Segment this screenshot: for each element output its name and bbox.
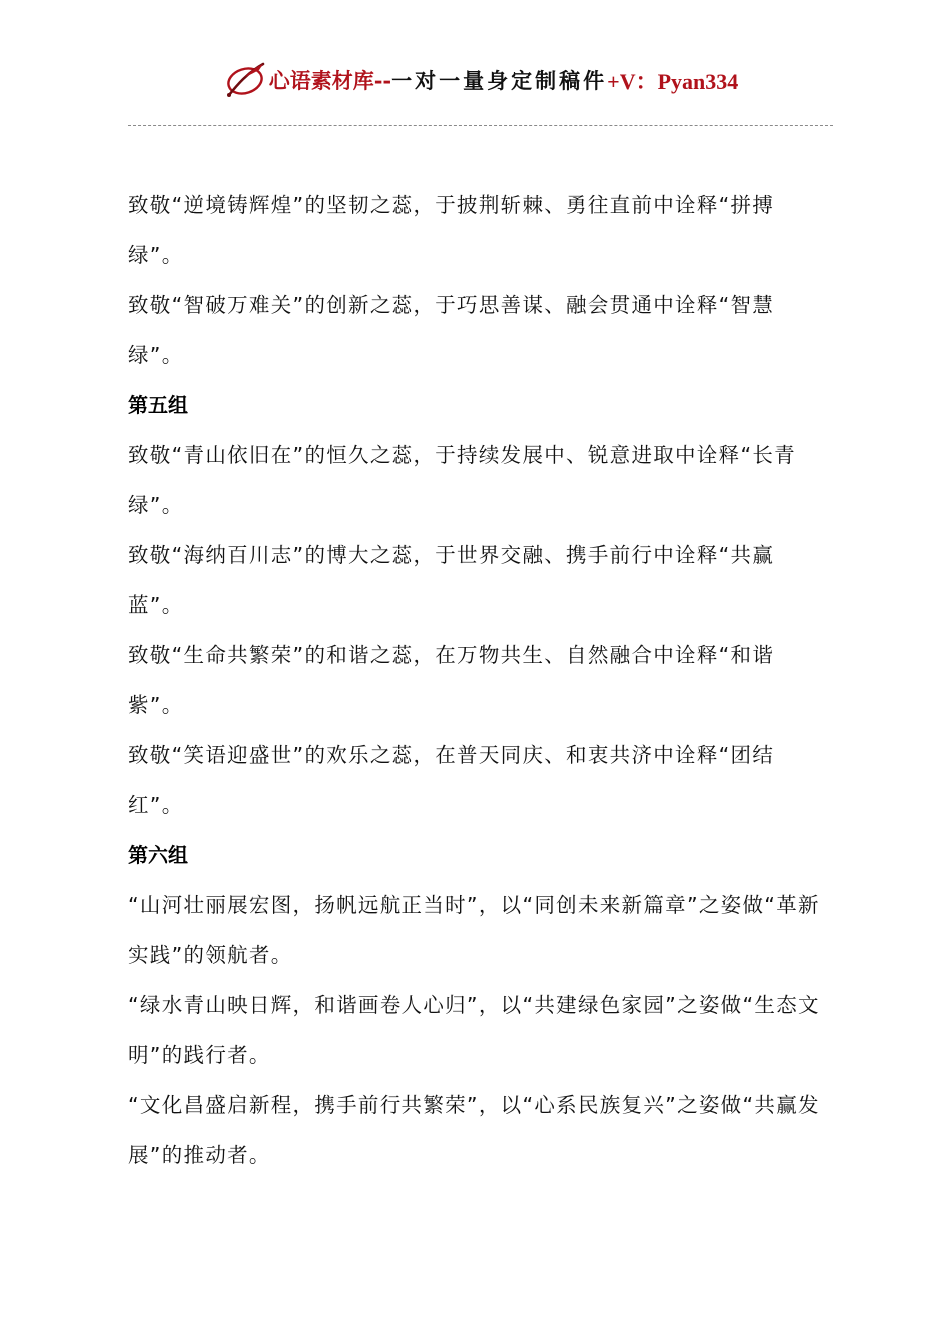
paragraph: 致敬“海纳百川志”的博大之蕊，于世界交融、携手前行中诠释“共赢蓝”。 [128,543,775,617]
header-divider [128,125,833,126]
paragraph: 致敬“青山依旧在”的恒久之蕊，于持续发展中、锐意进取中诠释“长青绿”。 [128,443,796,517]
paragraph: “山河壮丽展宏图，扬帆远航正当时”，以“同创未来新篇章”之姿做“革新实践”的领航者。 [128,893,820,967]
header-slogan: 一对一量身定制稿件 [391,68,608,93]
document-body [128,180,820,1180]
quill-pen-logo-icon [223,61,267,99]
section-heading-group-5: 第五组 [128,393,188,417]
paragraph: “绿水青山映日辉，和谐画卷人心归”，以“共建绿色家园”之姿做“生态文明”的践行者。 [128,993,820,1067]
paragraph: 致敬“笑语迎盛世”的欢乐之蕊，在普天同庆、和衷共济中诠释“团结红”。 [128,743,775,817]
header-contact: +V：Pyan334 [607,68,739,94]
brand-name: 心语素材库 [268,68,374,93]
paragraph: 致敬“智破万难关”的创新之蕊，于巧思善谋、融会贯通中诠释“智慧绿”。 [128,293,775,367]
page-header [128,58,833,102]
paragraph: 致敬“生命共繁荣”的和谐之蕊，在万物共生、自然融合中诠释“和谐紫”。 [128,643,775,717]
paragraph: 致敬“逆境铸辉煌”的坚韧之蕊，于披荆斩棘、勇往直前中诠释“拼搏绿”。 [128,193,775,267]
section-heading-group-6: 第六组 [128,843,188,867]
paragraph: “文化昌盛启新程，携手前行共繁荣”，以“心系民族复兴”之姿做“共赢发展”的推动者。 [128,1093,820,1167]
header-separator: -- [373,67,392,93]
